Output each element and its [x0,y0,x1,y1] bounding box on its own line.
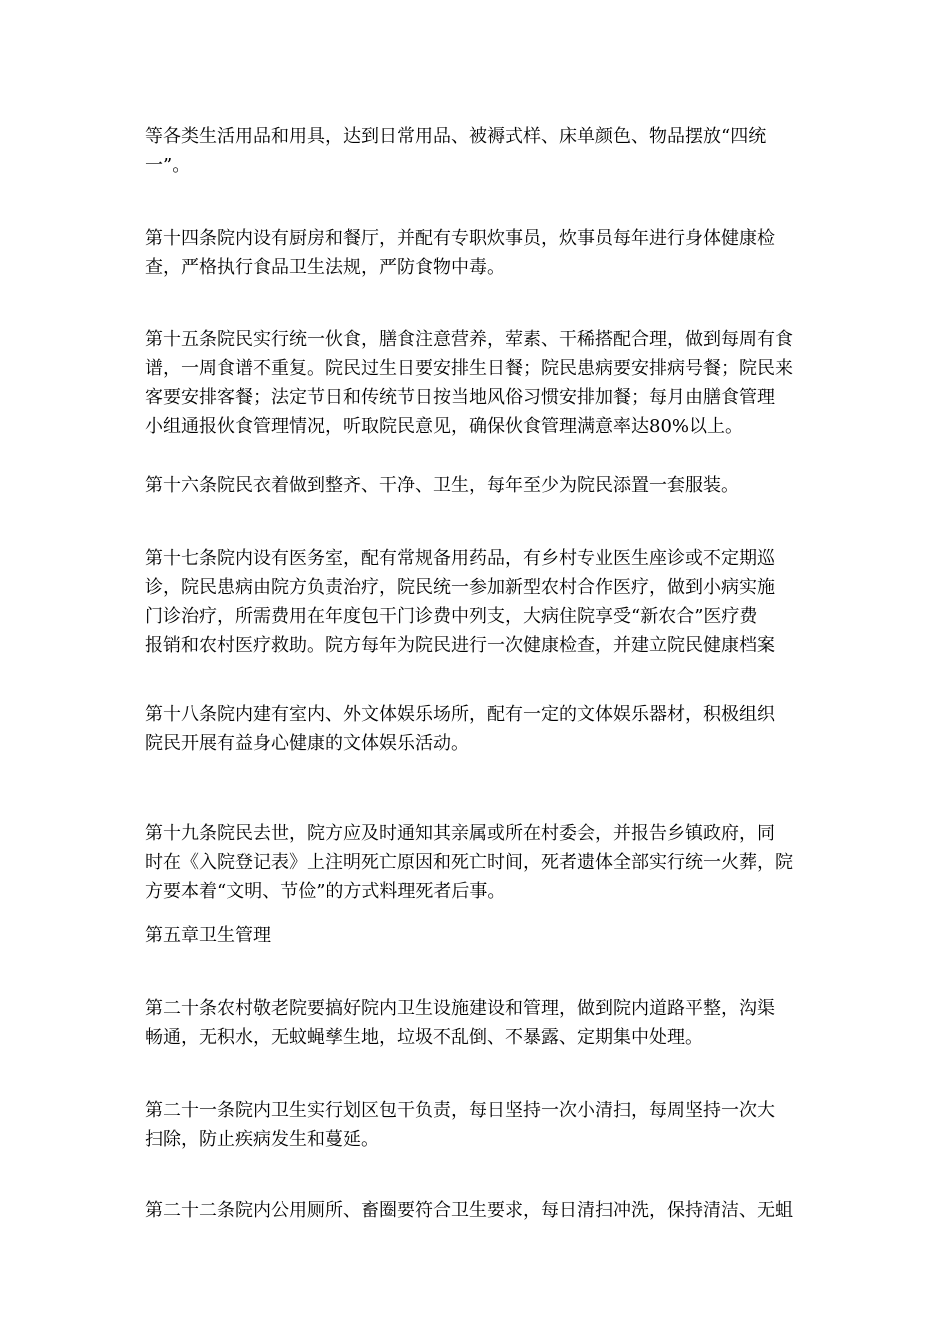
paragraph-article-19 [145,819,810,906]
text-line: 畅通，无积水，无蚊蝇孳生地，垃圾不乱倒、不暴露、定期集中处理。 [145,1027,703,1048]
text-line: 第二十一条院内卫生实行划区包干负责，每日坚持一次小清扫，每周坚持一次大 [145,1100,775,1121]
text-line: 院民开展有益身心健康的文体娱乐活动。 [145,733,469,754]
text-line: 等各类生活用品和用具，达到日常用品、被褥式样、床单颜色、物品摆放“四统 [145,126,767,147]
paragraph-article-22 [145,1196,810,1225]
paragraph-article-21 [145,1096,810,1154]
text-line: 第二十条农村敬老院要搞好院内卫生设施建设和管理，做到院内道路平整，沟渠 [145,998,775,1019]
paragraph-article-14 [145,224,810,282]
text-line: 一”。 [145,155,191,176]
paragraph-article-20 [145,994,810,1052]
text-line: 客要安排客餐；法定节日和传统节日按当地风俗习惯安排加餐；每月由膳食管理 [145,387,775,408]
text-line: 时在《入院登记表》上注明死亡原因和死亡时间，死者遗体全部实行统一火葬，院 [145,852,793,873]
text-line: 查，严格执行食品卫生法规，严防食物中毒。 [145,257,505,278]
paragraph-living-supplies [145,122,810,180]
text-line: 第十九条院民去世，院方应及时通知其亲属或所在村委会，并报告乡镇政府，同 [145,823,775,844]
text-line: 扫除，防止疾病发生和蔓延。 [145,1129,379,1150]
text-line: 第十四条院内设有厨房和餐厅，并配有专职炊事员，炊事员每年进行身体健康检 [145,228,775,249]
text-line: 第二十二条院内公用厕所、畜圈要符合卫生要求，每日清扫冲洗，保持清洁、无蛆 [145,1200,793,1221]
text-line: 第十六条院民衣着做到整齐、干净、卫生，每年至少为院民添置一套服装。 [145,475,739,496]
text-line: 第十八条院内建有室内、外文体娱乐场所，配有一定的文体娱乐器材，积极组织 [145,704,775,725]
chapter-title: 第五章卫生管理 [145,925,271,946]
chapter-heading [145,921,810,950]
text-line: 报销和农村医疗救助。院方每年为院民进行一次健康检查，并建立院民健康档案 [145,635,775,656]
text-line: 小组通报伙食管理情况，听取院民意见，确保伙食管理满意率达80%以上。 [145,416,744,437]
paragraph-article-17 [145,544,810,660]
paragraph-article-15 [145,325,810,441]
text-line: 诊，院民患病由院方负责治疗，院民统一参加新型农村合作医疗，做到小病实施 [145,577,775,598]
text-line: 第十七条院内设有医务室，配有常规备用药品，有乡村专业医生座诊或不定期巡 [145,548,775,569]
text-line: 第十五条院民实行统一伙食，膳食注意营养，荤素、干稀搭配合理，做到每周有食 [145,329,793,350]
text-line: 谱，一周食谱不重复。院民过生日要安排生日餐；院民患病要安排病号餐；院民来 [145,358,793,379]
paragraph-article-16 [145,471,810,500]
text-line: 方要本着“文明、节俭”的方式料理死者后事。 [145,881,506,902]
paragraph-article-18 [145,700,810,758]
text-line: 门诊治疗，所需费用在年度包干门诊费中列支，大病住院享受“新农合”医疗费 [145,606,758,627]
